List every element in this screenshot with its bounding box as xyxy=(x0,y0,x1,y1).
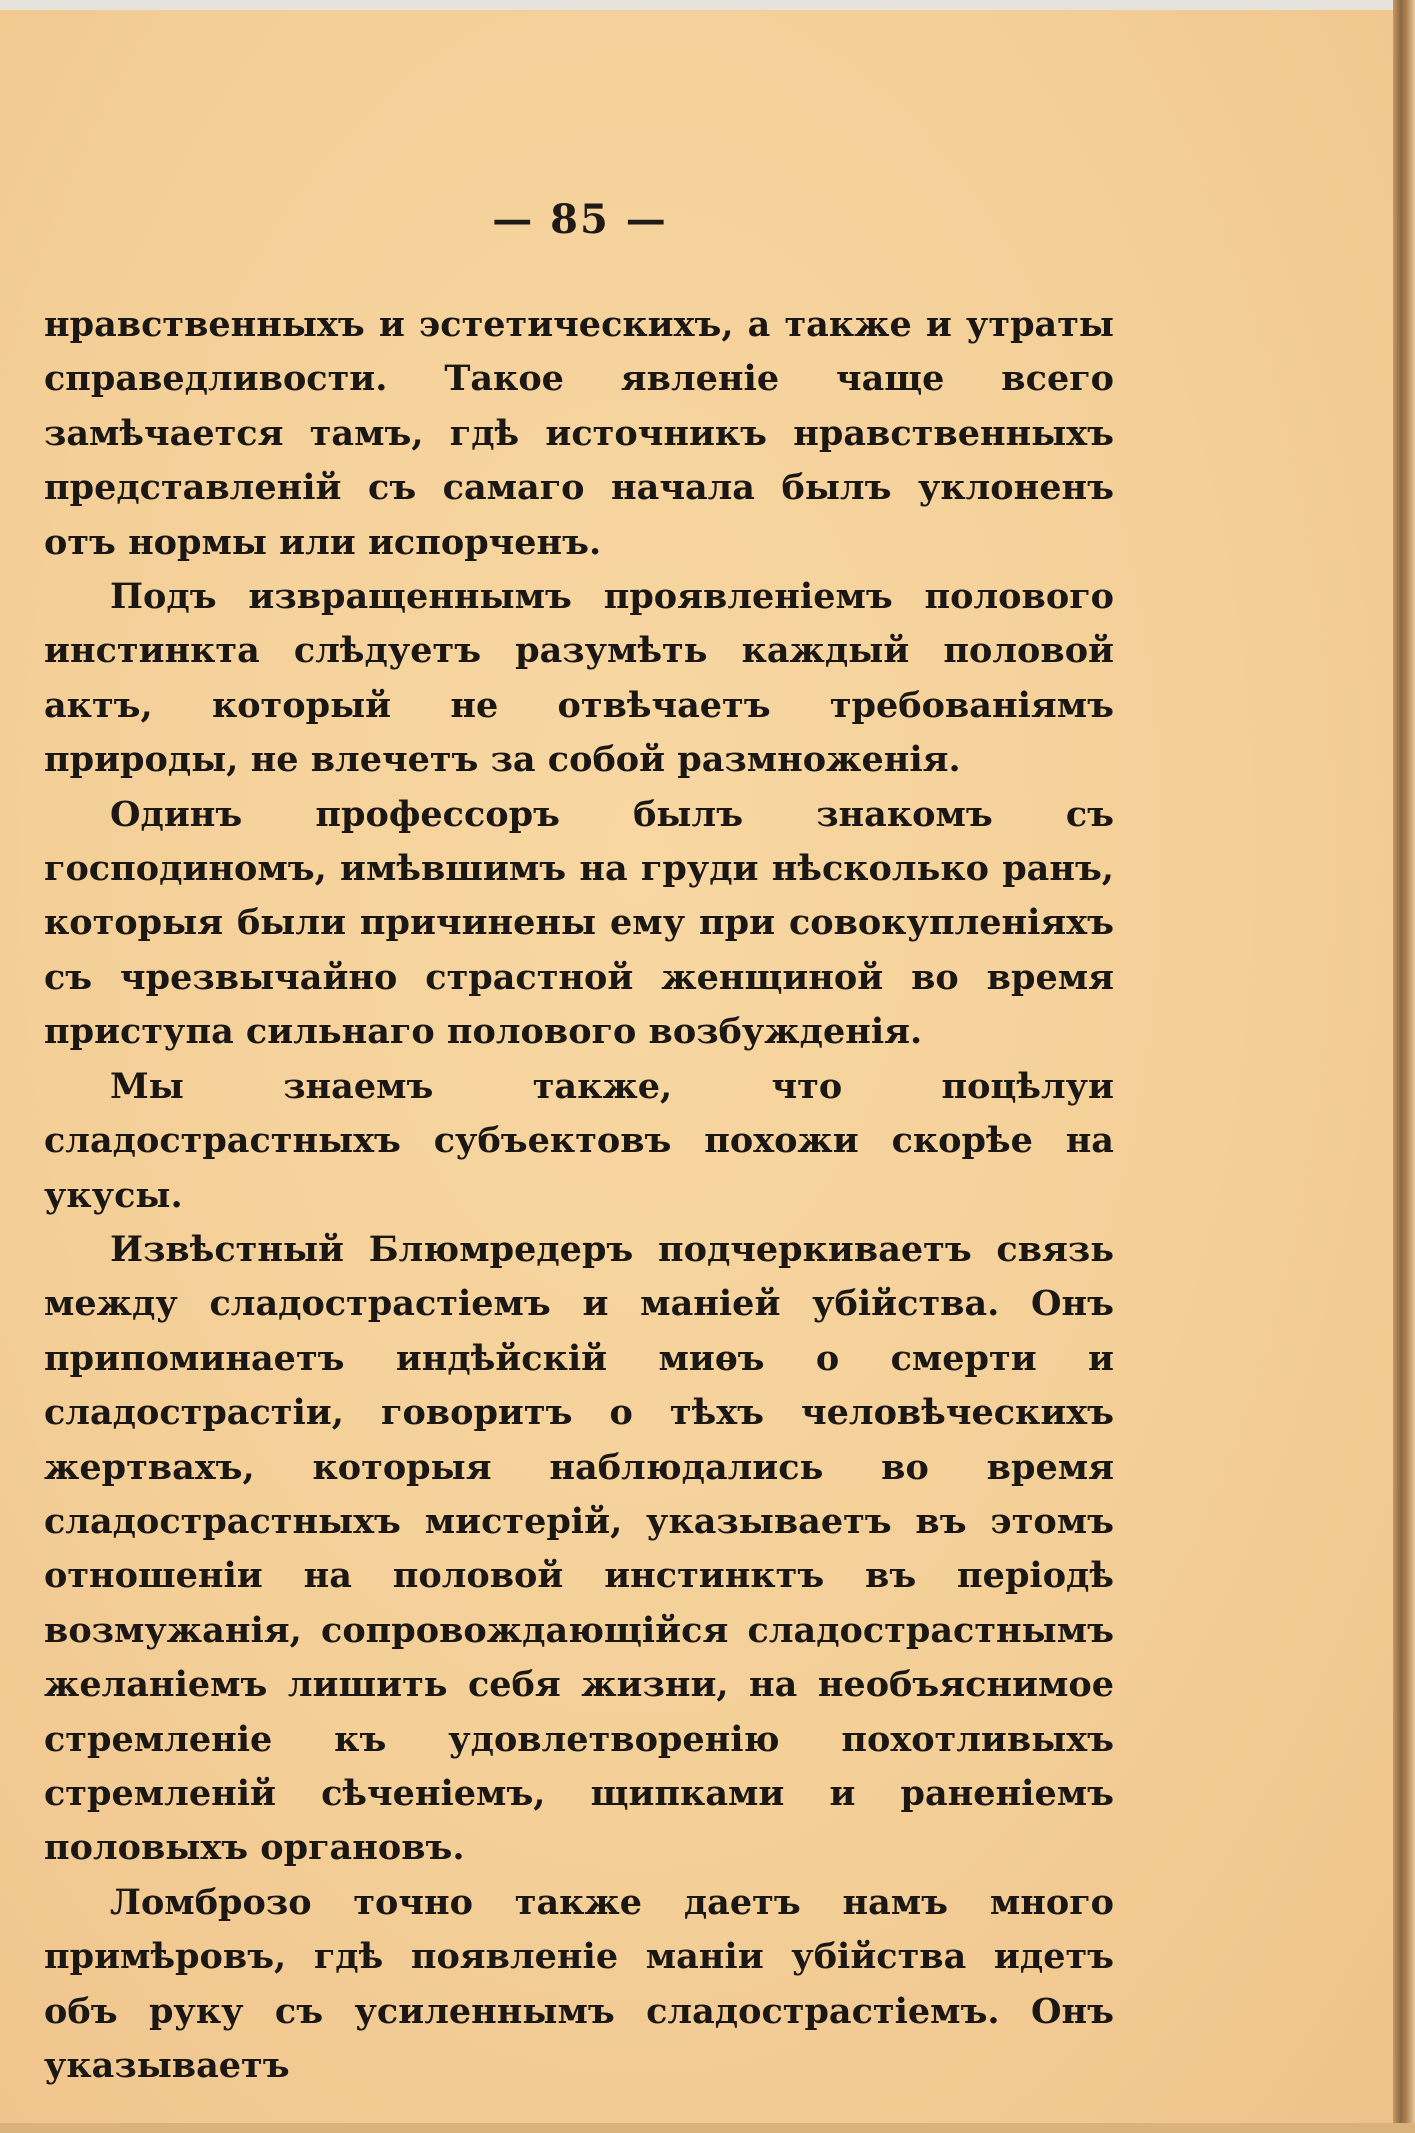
book-spine-edge xyxy=(1393,0,1415,2133)
paragraph-3: Одинъ профессоръ былъ знакомъ съ господиномъ, имѣвшимъ на груди нѣсколько ранъ, которыя были причинены ему при совокупленіяхъ съ чрезвычайно страстной женщиной во время приступа сильнаго полового возбужденія. xyxy=(44,793,1114,1053)
paragraph-1: нравственныхъ и эстетическихъ, а также и утраты справедливости. Такое явленіе чаще всего замѣчается тамъ, гдѣ источникъ нравственныхъ представленій съ самаго начала былъ уклоненъ отъ нормы или испорченъ. xyxy=(44,304,1114,563)
page-body-text xyxy=(44,298,1114,2093)
page-number: — 85 — xyxy=(492,196,668,243)
paragraph-6: Ломброзо точно также даетъ намъ много примѣровъ, гдѣ появленіе маніи убійства идетъ объ руку съ усиленнымъ сладострастіемъ. Онъ указываетъ xyxy=(44,1881,1114,2086)
paragraph-4: Мы знаемъ также, что поцѣлуи сладострастныхъ субъектовъ похожи скорѣе на укусы. xyxy=(44,1065,1114,1216)
paragraph-2: Подъ извращеннымъ проявленіемъ полового инстинкта слѣдуетъ разумѣть каждый половой актъ, который не отвѣчаетъ требованіямъ природы, не влечетъ за собой размноженія. xyxy=(44,576,1114,781)
scan-bottom-edge xyxy=(0,2123,1415,2133)
paragraph-5: Извѣстный Блюмредеръ подчеркиваетъ связь между сладострастіемъ и маніей убійства. Онъ припоминаетъ индѣйскій миѳъ о смерти и сладострастіи, говоритъ о тѣхъ человѣческихъ жертвахъ, которыя наблюдались во время сладострастныхъ мистерій, указываетъ въ этомъ отношеніи на половой инстинктъ въ періодѣ возмужанія, сопровождающійся сладострастнымъ желаніемъ лишить себя жизни, на необъяснимое стремленіе къ удовлетворенію похотливыхъ стремленій сѣченіемъ, щипками и раненіемъ половыхъ органовъ. xyxy=(44,1228,1114,1869)
scan-top-edge xyxy=(0,0,1415,10)
